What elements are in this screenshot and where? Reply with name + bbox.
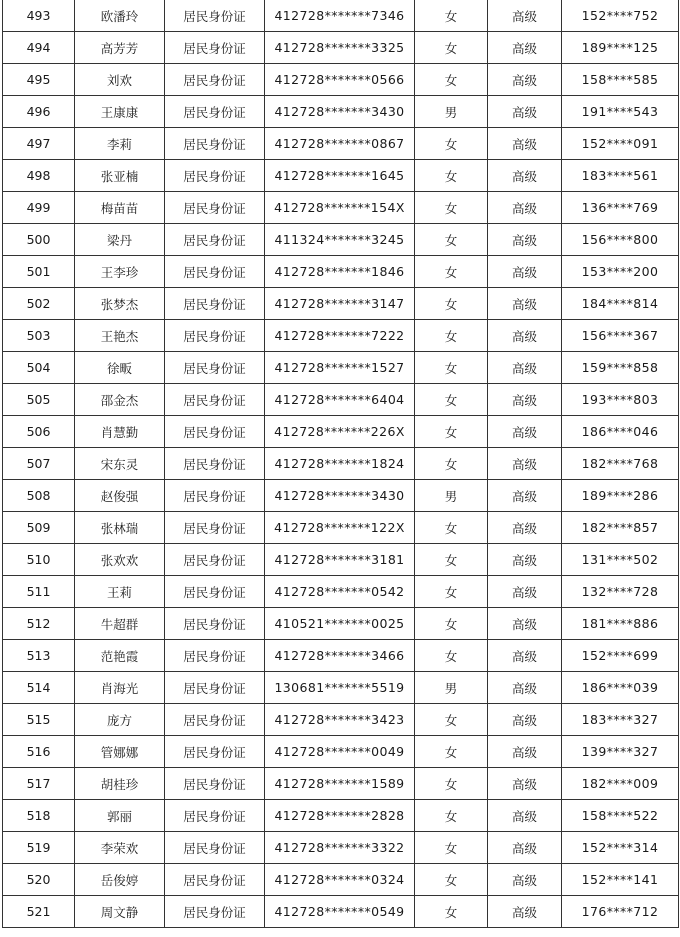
row-number-cell: 499: [3, 192, 75, 224]
row-number-cell: 507: [3, 448, 75, 480]
gender-cell: 女: [415, 352, 488, 384]
gender-cell: 女: [415, 256, 488, 288]
table-row: [3, 448, 679, 480]
table-row: [3, 160, 679, 192]
row-number-cell: 520: [3, 864, 75, 896]
gender-cell: 女: [415, 576, 488, 608]
name-cell: 王莉: [75, 576, 165, 608]
row-number-cell: 515: [3, 704, 75, 736]
row-number-cell: 503: [3, 320, 75, 352]
row-number-cell: 493: [3, 0, 75, 32]
table-row: [3, 0, 679, 32]
id-number-cell: 411324*******3245: [265, 224, 415, 256]
row-number-cell: 502: [3, 288, 75, 320]
gender-cell: 女: [415, 0, 488, 32]
id-type-cell: 居民身份证: [165, 896, 265, 928]
gender-cell: 女: [415, 160, 488, 192]
table-row: [3, 480, 679, 512]
name-cell: 邵金杰: [75, 384, 165, 416]
row-number-cell: 506: [3, 416, 75, 448]
id-number-cell: 130681*******5519: [265, 672, 415, 704]
phone-cell: 182****768: [562, 448, 679, 480]
level-cell: 高级: [488, 320, 562, 352]
name-cell: 宋东灵: [75, 448, 165, 480]
table-row: [3, 352, 679, 384]
row-number-cell: 511: [3, 576, 75, 608]
id-number-cell: 412728*******0324: [265, 864, 415, 896]
name-cell: 梅苗苗: [75, 192, 165, 224]
phone-cell: 139****327: [562, 736, 679, 768]
name-cell: 李荣欢: [75, 832, 165, 864]
gender-cell: 女: [415, 288, 488, 320]
name-cell: 管娜娜: [75, 736, 165, 768]
level-cell: 高级: [488, 736, 562, 768]
level-cell: 高级: [488, 832, 562, 864]
row-number-cell: 513: [3, 640, 75, 672]
table-row: [3, 768, 679, 800]
row-number-cell: 521: [3, 896, 75, 928]
row-number-cell: 497: [3, 128, 75, 160]
row-number-cell: 517: [3, 768, 75, 800]
table-row: [3, 384, 679, 416]
id-number-cell: 410521*******0025: [265, 608, 415, 640]
row-number-cell: 501: [3, 256, 75, 288]
roster-table-body: [3, 0, 679, 928]
gender-cell: 女: [415, 768, 488, 800]
id-number-cell: 412728*******3181: [265, 544, 415, 576]
gender-cell: 女: [415, 64, 488, 96]
row-number-cell: 504: [3, 352, 75, 384]
phone-cell: 182****857: [562, 512, 679, 544]
phone-cell: 158****585: [562, 64, 679, 96]
id-type-cell: 居民身份证: [165, 448, 265, 480]
name-cell: 徐畈: [75, 352, 165, 384]
name-cell: 范艳霞: [75, 640, 165, 672]
id-type-cell: 居民身份证: [165, 0, 265, 32]
phone-cell: 158****522: [562, 800, 679, 832]
gender-cell: 男: [415, 672, 488, 704]
name-cell: 王康康: [75, 96, 165, 128]
id-type-cell: 居民身份证: [165, 608, 265, 640]
level-cell: 高级: [488, 416, 562, 448]
gender-cell: 女: [415, 32, 488, 64]
row-number-cell: 505: [3, 384, 75, 416]
gender-cell: 男: [415, 480, 488, 512]
table-row: [3, 672, 679, 704]
table-row: [3, 608, 679, 640]
row-number-cell: 514: [3, 672, 75, 704]
name-cell: 欧潘玲: [75, 0, 165, 32]
id-number-cell: 412728*******3430: [265, 96, 415, 128]
gender-cell: 女: [415, 544, 488, 576]
name-cell: 庞方: [75, 704, 165, 736]
id-type-cell: 居民身份证: [165, 96, 265, 128]
gender-cell: 女: [415, 320, 488, 352]
id-number-cell: 412728*******1846: [265, 256, 415, 288]
id-type-cell: 居民身份证: [165, 288, 265, 320]
level-cell: 高级: [488, 256, 562, 288]
row-number-cell: 510: [3, 544, 75, 576]
level-cell: 高级: [488, 0, 562, 32]
table-row: [3, 864, 679, 896]
id-number-cell: 412728*******0049: [265, 736, 415, 768]
id-number-cell: 412728*******3430: [265, 480, 415, 512]
level-cell: 高级: [488, 448, 562, 480]
phone-cell: 153****200: [562, 256, 679, 288]
row-number-cell: 512: [3, 608, 75, 640]
level-cell: 高级: [488, 160, 562, 192]
level-cell: 高级: [488, 512, 562, 544]
phone-cell: 132****728: [562, 576, 679, 608]
id-number-cell: 412728*******226X: [265, 416, 415, 448]
level-cell: 高级: [488, 768, 562, 800]
gender-cell: 女: [415, 832, 488, 864]
id-number-cell: 412728*******7222: [265, 320, 415, 352]
level-cell: 高级: [488, 64, 562, 96]
id-type-cell: 居民身份证: [165, 384, 265, 416]
id-type-cell: 居民身份证: [165, 256, 265, 288]
table-row: [3, 192, 679, 224]
phone-cell: 189****286: [562, 480, 679, 512]
id-type-cell: 居民身份证: [165, 320, 265, 352]
name-cell: 胡桂珍: [75, 768, 165, 800]
gender-cell: 女: [415, 864, 488, 896]
phone-cell: 131****502: [562, 544, 679, 576]
table-row: [3, 96, 679, 128]
level-cell: 高级: [488, 576, 562, 608]
level-cell: 高级: [488, 896, 562, 928]
phone-cell: 183****561: [562, 160, 679, 192]
id-type-cell: 居民身份证: [165, 160, 265, 192]
id-number-cell: 412728*******0542: [265, 576, 415, 608]
table-row: [3, 224, 679, 256]
level-cell: 高级: [488, 224, 562, 256]
row-number-cell: 500: [3, 224, 75, 256]
id-number-cell: 412728*******3147: [265, 288, 415, 320]
id-number-cell: 412728*******3423: [265, 704, 415, 736]
id-number-cell: 412728*******7346: [265, 0, 415, 32]
gender-cell: 女: [415, 896, 488, 928]
id-number-cell: 412728*******0867: [265, 128, 415, 160]
phone-cell: 156****800: [562, 224, 679, 256]
phone-cell: 136****769: [562, 192, 679, 224]
gender-cell: 女: [415, 128, 488, 160]
gender-cell: 女: [415, 608, 488, 640]
level-cell: 高级: [488, 608, 562, 640]
table-row: [3, 416, 679, 448]
phone-cell: 156****367: [562, 320, 679, 352]
name-cell: 周文静: [75, 896, 165, 928]
level-cell: 高级: [488, 640, 562, 672]
level-cell: 高级: [488, 544, 562, 576]
id-type-cell: 居民身份证: [165, 864, 265, 896]
name-cell: 张亚楠: [75, 160, 165, 192]
id-number-cell: 412728*******0566: [265, 64, 415, 96]
level-cell: 高级: [488, 704, 562, 736]
name-cell: 张林瑞: [75, 512, 165, 544]
id-type-cell: 居民身份证: [165, 832, 265, 864]
id-number-cell: 412728*******3325: [265, 32, 415, 64]
phone-cell: 186****046: [562, 416, 679, 448]
gender-cell: 女: [415, 704, 488, 736]
phone-cell: 152****091: [562, 128, 679, 160]
row-number-cell: 494: [3, 32, 75, 64]
gender-cell: 女: [415, 224, 488, 256]
id-type-cell: 居民身份证: [165, 224, 265, 256]
gender-cell: 男: [415, 96, 488, 128]
roster-table: [2, 0, 679, 928]
gender-cell: 女: [415, 192, 488, 224]
phone-cell: 186****039: [562, 672, 679, 704]
phone-cell: 152****699: [562, 640, 679, 672]
level-cell: 高级: [488, 480, 562, 512]
id-number-cell: 412728*******1645: [265, 160, 415, 192]
level-cell: 高级: [488, 96, 562, 128]
id-type-cell: 居民身份证: [165, 128, 265, 160]
table-row: [3, 320, 679, 352]
id-type-cell: 居民身份证: [165, 64, 265, 96]
table-row: [3, 128, 679, 160]
table-row: [3, 544, 679, 576]
id-type-cell: 居民身份证: [165, 576, 265, 608]
id-type-cell: 居民身份证: [165, 480, 265, 512]
level-cell: 高级: [488, 192, 562, 224]
id-number-cell: 412728*******154X: [265, 192, 415, 224]
id-type-cell: 居民身份证: [165, 672, 265, 704]
gender-cell: 女: [415, 512, 488, 544]
table-row: [3, 32, 679, 64]
phone-cell: 183****327: [562, 704, 679, 736]
id-type-cell: 居民身份证: [165, 640, 265, 672]
row-number-cell: 509: [3, 512, 75, 544]
level-cell: 高级: [488, 32, 562, 64]
name-cell: 王李珍: [75, 256, 165, 288]
level-cell: 高级: [488, 128, 562, 160]
name-cell: 梁丹: [75, 224, 165, 256]
row-number-cell: 498: [3, 160, 75, 192]
table-row: [3, 640, 679, 672]
phone-cell: 152****314: [562, 832, 679, 864]
name-cell: 岳俊婷: [75, 864, 165, 896]
table-row: [3, 512, 679, 544]
name-cell: 刘欢: [75, 64, 165, 96]
gender-cell: 女: [415, 448, 488, 480]
table-row: [3, 832, 679, 864]
id-type-cell: 居民身份证: [165, 192, 265, 224]
table-row: [3, 704, 679, 736]
id-number-cell: 412728*******6404: [265, 384, 415, 416]
id-number-cell: 412728*******3466: [265, 640, 415, 672]
phone-cell: 152****141: [562, 864, 679, 896]
phone-cell: 159****858: [562, 352, 679, 384]
name-cell: 王艳杰: [75, 320, 165, 352]
table-row: [3, 64, 679, 96]
row-number-cell: 516: [3, 736, 75, 768]
gender-cell: 女: [415, 384, 488, 416]
name-cell: 张梦杰: [75, 288, 165, 320]
level-cell: 高级: [488, 288, 562, 320]
id-number-cell: 412728*******0549: [265, 896, 415, 928]
level-cell: 高级: [488, 352, 562, 384]
id-number-cell: 412728*******1589: [265, 768, 415, 800]
phone-cell: 181****886: [562, 608, 679, 640]
id-type-cell: 居民身份证: [165, 416, 265, 448]
phone-cell: 184****814: [562, 288, 679, 320]
table-row: [3, 896, 679, 928]
id-number-cell: 412728*******3322: [265, 832, 415, 864]
id-number-cell: 412728*******122X: [265, 512, 415, 544]
name-cell: 牛超群: [75, 608, 165, 640]
table-row: [3, 288, 679, 320]
id-type-cell: 居民身份证: [165, 512, 265, 544]
gender-cell: 女: [415, 736, 488, 768]
phone-cell: 176****712: [562, 896, 679, 928]
table-row: [3, 736, 679, 768]
id-number-cell: 412728*******1527: [265, 352, 415, 384]
gender-cell: 女: [415, 800, 488, 832]
gender-cell: 女: [415, 416, 488, 448]
id-type-cell: 居民身份证: [165, 32, 265, 64]
row-number-cell: 518: [3, 800, 75, 832]
row-number-cell: 496: [3, 96, 75, 128]
phone-cell: 182****009: [562, 768, 679, 800]
level-cell: 高级: [488, 800, 562, 832]
phone-cell: 189****125: [562, 32, 679, 64]
level-cell: 高级: [488, 864, 562, 896]
gender-cell: 女: [415, 640, 488, 672]
row-number-cell: 495: [3, 64, 75, 96]
id-type-cell: 居民身份证: [165, 800, 265, 832]
level-cell: 高级: [488, 672, 562, 704]
row-number-cell: 519: [3, 832, 75, 864]
level-cell: 高级: [488, 384, 562, 416]
phone-cell: 152****752: [562, 0, 679, 32]
id-number-cell: 412728*******2828: [265, 800, 415, 832]
table-row: [3, 576, 679, 608]
name-cell: 张欢欢: [75, 544, 165, 576]
id-type-cell: 居民身份证: [165, 736, 265, 768]
phone-cell: 193****803: [562, 384, 679, 416]
id-type-cell: 居民身份证: [165, 768, 265, 800]
name-cell: 李莉: [75, 128, 165, 160]
name-cell: 赵俊强: [75, 480, 165, 512]
phone-cell: 191****543: [562, 96, 679, 128]
id-type-cell: 居民身份证: [165, 352, 265, 384]
name-cell: 郭丽: [75, 800, 165, 832]
name-cell: 肖海光: [75, 672, 165, 704]
name-cell: 肖慧勤: [75, 416, 165, 448]
id-type-cell: 居民身份证: [165, 544, 265, 576]
table-row: [3, 256, 679, 288]
name-cell: 高芳芳: [75, 32, 165, 64]
id-type-cell: 居民身份证: [165, 704, 265, 736]
table-row: [3, 800, 679, 832]
id-number-cell: 412728*******1824: [265, 448, 415, 480]
row-number-cell: 508: [3, 480, 75, 512]
